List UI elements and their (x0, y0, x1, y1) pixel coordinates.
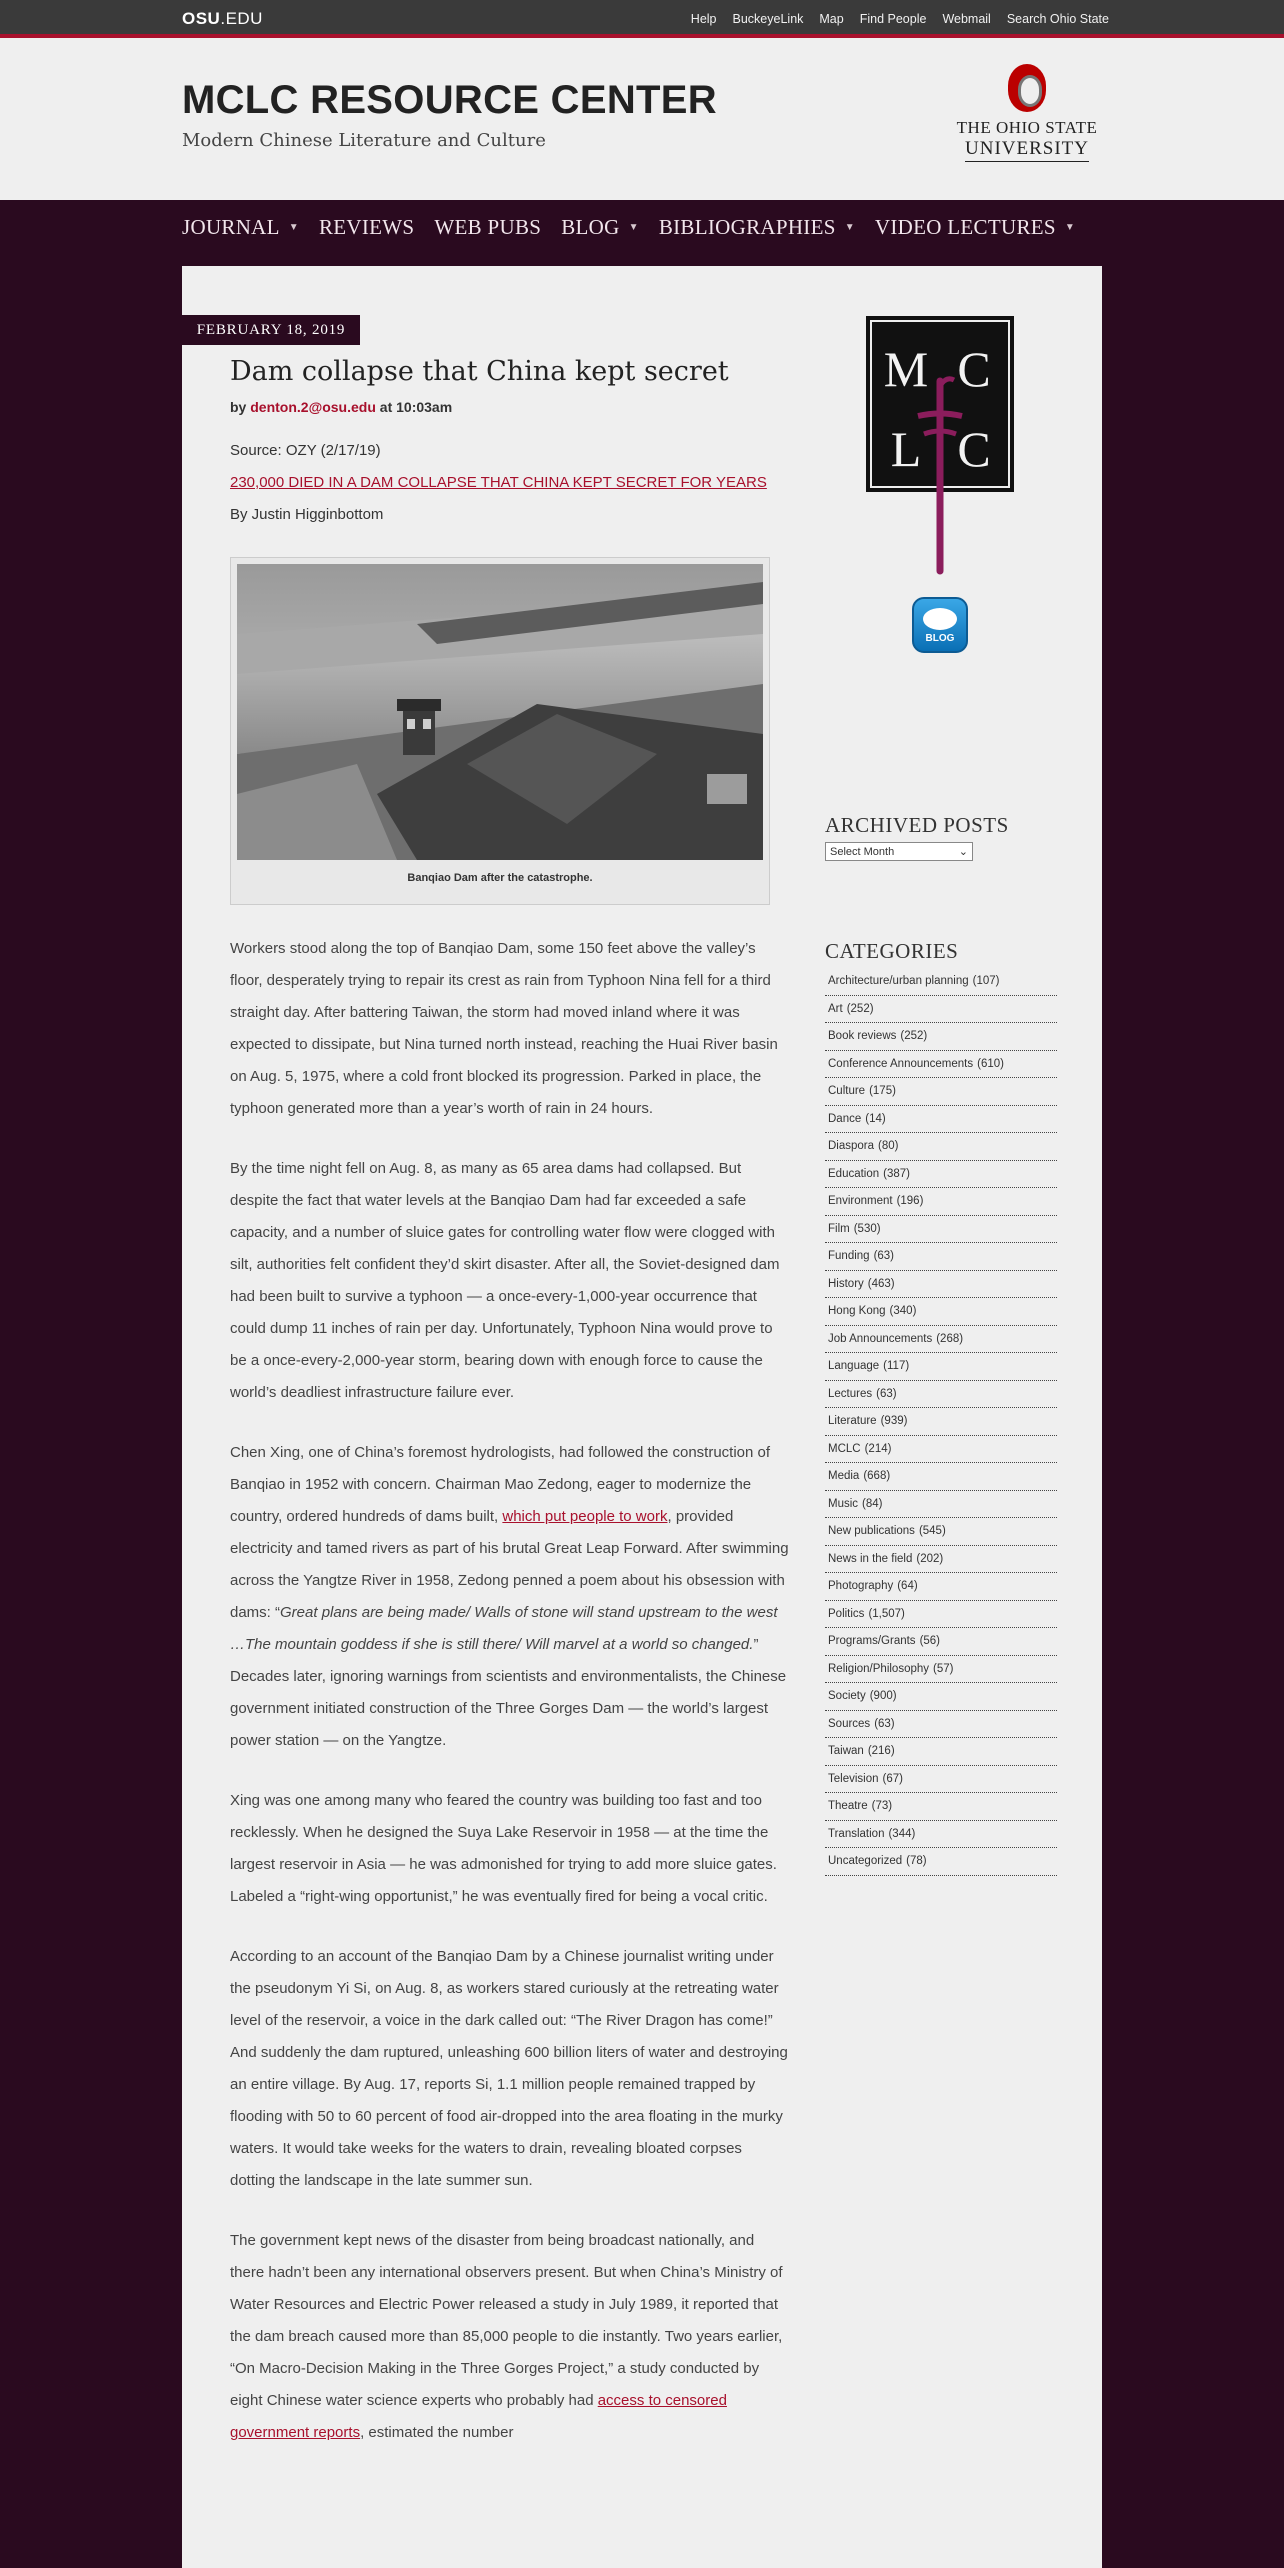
category-item[interactable] (825, 1381, 1057, 1409)
buckeyelink-link[interactable]: BuckeyeLink (732, 12, 804, 26)
figure-caption: Banqiao Dam after the catastrophe. (407, 872, 593, 884)
category-item[interactable] (825, 1271, 1057, 1299)
category-count: (63) (876, 1387, 897, 1400)
category-name[interactable]: Hong Kong (828, 1305, 886, 1317)
archived-posts-heading: ARCHIVED POSTS (825, 813, 1009, 837)
search-ohio-state-link[interactable]: Search Ohio State (1006, 12, 1109, 26)
category-count: (175) (869, 1085, 896, 1097)
source-block (230, 435, 790, 531)
category-item[interactable] (825, 1628, 1057, 1656)
category-count: (117) (883, 1360, 910, 1372)
category-count: (268) (936, 1332, 964, 1345)
category-name[interactable]: Culture (828, 1085, 866, 1097)
source-line: Source: OZY (2/17/19) (230, 442, 381, 459)
category-count: (1,507) (868, 1607, 905, 1620)
category-item[interactable] (825, 1216, 1057, 1244)
post-time: 10:03am (396, 399, 453, 415)
author-link[interactable]: denton.2@osu.edu (250, 399, 376, 415)
paragraph-6: The government kept news of the disaster from being broadcast nationally, and there hadn’t been any international observers present. But when China’s Ministry of Water Resources and Electric Power released a study in July 1989, it reported that the dam breach caused more than 85,000 people to die instantly. Two years earlier, “On Macro-Decision Making in the Three Gorges Project,” a study conducted by eight Chinese water science experts who probably had access to censored government reports, estimated the number (230, 2232, 783, 2441)
category-name[interactable]: Conference Announcements (828, 1057, 974, 1070)
category-item[interactable] (825, 1188, 1057, 1216)
category-count: (196) (896, 1195, 924, 1207)
category-name[interactable]: Lectures (828, 1387, 873, 1400)
category-item[interactable] (825, 1078, 1057, 1106)
post-figure (230, 557, 770, 905)
archived-posts-section (825, 813, 1057, 861)
category-item[interactable] (825, 1106, 1057, 1134)
mao-poem: Great plans are being made/ Walls of stone will stand upstream to the west …The mountain goddess if she is still there/ Will marvel at a world so changed. (230, 1604, 778, 1653)
post-body (230, 356, 790, 2449)
category-item[interactable] (825, 968, 1057, 996)
blog-button[interactable]: BLOG (912, 597, 968, 653)
category-name[interactable]: Dance (828, 1112, 862, 1125)
nav-journal[interactable]: JOURNAL ▼ (182, 215, 299, 239)
category-count: (202) (916, 1552, 944, 1565)
category-name[interactable]: Job Announcements (828, 1332, 933, 1345)
nav-bibliographies[interactable]: BIBLIOGRAPHIES ▼ (658, 215, 855, 239)
category-name[interactable]: Society (828, 1690, 866, 1702)
chevron-down-icon: ▼ (288, 222, 299, 233)
category-name[interactable]: Programs/Grants (828, 1635, 916, 1647)
category-name[interactable]: Theatre (828, 1800, 868, 1812)
category-name[interactable]: Funding (828, 1250, 870, 1262)
top-links (691, 12, 1109, 26)
university-wordmark-line2: UNIVERSITY (965, 138, 1089, 162)
category-name[interactable]: Book reviews (828, 1030, 897, 1042)
webmail-link[interactable]: Webmail (942, 12, 991, 26)
category-count: (939) (880, 1415, 908, 1427)
site-title[interactable]: MCLC RESOURCE CENTER (182, 78, 717, 122)
paragraph-5: According to an account of the Banqiao Dam by a Chinese journalist writing under the pseudonym Yi Si, on Aug. 8, as workers stared curiously at the retreating water level of the reservoir, a voice in the dark called out: “The River Dragon has come!” And suddenly the dam ruptured, unleashing 600 billion liters of water and destroying an entire village. By Aug. 17, reports Si, 1.1 million people remained trapped by flooding with 50 to 60 percent of food air-dropped into the area floating in the murky waters. It would take weeks for the waters to drain, revealing bloated corpses dotting the landscape in the late summer sun. (230, 1948, 788, 2189)
nav-video-lectures[interactable]: VIDEO LECTURES ▼ (874, 215, 1076, 239)
category-name[interactable]: Film (828, 1222, 850, 1235)
category-name[interactable]: Literature (828, 1415, 877, 1427)
category-item[interactable] (825, 1683, 1057, 1711)
category-name[interactable]: Sources (828, 1717, 871, 1730)
main-nav (0, 200, 1284, 262)
content-area (182, 266, 1102, 2568)
category-item[interactable] (825, 1711, 1057, 1739)
category-item[interactable] (825, 1573, 1057, 1601)
category-count: (14) (865, 1112, 886, 1125)
post-title: Dam collapse that China kept secret (230, 356, 729, 387)
category-item[interactable] (825, 1051, 1057, 1079)
category-count: (56) (919, 1635, 941, 1647)
logo-letter-m: M (883, 341, 929, 397)
category-count: (463) (867, 1277, 895, 1290)
osu-edu-link[interactable]: OSU.EDU (182, 9, 263, 28)
category-name[interactable]: Language (828, 1360, 880, 1372)
category-item[interactable] (825, 1326, 1057, 1354)
help-link[interactable]: Help (690, 12, 717, 26)
category-name[interactable]: Diaspora (828, 1140, 875, 1152)
censored-reports-link[interactable]: access to censored government reports (230, 2392, 727, 2441)
post-byline: by denton.2@osu.edu at 10:03am (230, 399, 453, 415)
category-name[interactable]: Uncategorized (828, 1855, 903, 1867)
category-count: (78) (906, 1855, 927, 1867)
category-item[interactable] (825, 1023, 1057, 1051)
category-count: (80) (878, 1140, 899, 1152)
category-item[interactable] (825, 1161, 1057, 1189)
category-count: (63) (873, 1250, 895, 1262)
category-item[interactable] (825, 1463, 1057, 1491)
category-item[interactable] (825, 1793, 1057, 1821)
category-name[interactable]: Translation (828, 1827, 885, 1840)
category-item[interactable] (825, 1243, 1057, 1271)
article-headline-link[interactable]: 230,000 DIED IN A DAM COLLAPSE THAT CHINA KEPT SECRET FOR YEARS (230, 474, 767, 491)
category-count: (64) (897, 1580, 918, 1592)
nav-web-pubs[interactable]: WEB PUBS (434, 215, 542, 239)
block-o-icon (1008, 64, 1046, 112)
find-people-link[interactable]: Find People (859, 12, 927, 26)
category-count: (340) (889, 1305, 917, 1317)
category-count: (900) (869, 1690, 897, 1702)
category-name[interactable]: Environment (828, 1195, 893, 1207)
category-item[interactable] (825, 1491, 1057, 1519)
category-count: (84) (862, 1497, 883, 1510)
category-list (825, 968, 1057, 1876)
category-item[interactable] (825, 1518, 1057, 1546)
logo-letter-c2: C (957, 421, 991, 477)
logo-letter-c1: C (957, 341, 991, 397)
category-item[interactable] (825, 1298, 1057, 1326)
category-name[interactable]: News in the field (828, 1552, 913, 1565)
category-item[interactable] (825, 1738, 1057, 1766)
category-item[interactable] (825, 1821, 1057, 1849)
ohio-state-logo[interactable] (950, 64, 1104, 162)
paragraph-2: By the time night fell on Aug. 8, as many as 65 area dams had collapsed. But despite the fact that water levels at the Banqiao Dam had far exceeded a safe capacity, and a number of sluice gates for controlling water flow were clogged with silt, authorities felt confident they’d skirt disaster. After all, the Soviet-designed dam had been built to survive a typhoon — a once-every-1,000-year occurrence that could dump 11 inches of rain per day. Unfortunately, Typhoon Nina would prove to be a once-every-2,000-year storm, bearing down with enough force to cause the world’s deadliest infrastructure failure ever. (230, 1160, 780, 1401)
category-item[interactable] (825, 1436, 1057, 1464)
sidebar (825, 316, 1057, 1876)
category-item[interactable] (825, 1601, 1057, 1629)
site-tagline: Modern Chinese Literature and Culture (182, 130, 546, 151)
category-name[interactable]: Politics (828, 1607, 865, 1620)
categories-heading: CATEGORIES (825, 939, 959, 963)
site-header (0, 38, 1284, 200)
article-author-line: By Justin Higginbottom (230, 506, 384, 523)
category-item[interactable] (825, 1353, 1057, 1381)
mclc-logo[interactable] (866, 316, 1014, 576)
category-name[interactable]: Music (828, 1497, 859, 1510)
category-name[interactable]: Architecture/urban planning (828, 975, 969, 987)
put-people-to-work-link[interactable]: which put people to work (502, 1508, 668, 1525)
category-name[interactable]: Taiwan (828, 1745, 864, 1757)
map-link[interactable]: Map (819, 12, 844, 26)
category-count: (73) (871, 1800, 893, 1812)
category-item[interactable] (825, 1766, 1057, 1794)
category-count: (214) (864, 1442, 892, 1455)
category-count: (252) (900, 1030, 928, 1042)
category-name[interactable]: New publications (828, 1525, 915, 1537)
paragraph-4: Xing was one among many who feared the country was building too fast and too recklessly. When he designed the Suya Lake Reservoir in 1958 — at the time the largest reservoir in Asia — he was admonished for trying to add more sluice gates. Labeled a “right-wing opportunist,” he was eventually fired for being a vocal critic. (230, 1792, 777, 1905)
category-count: (610) (977, 1057, 1004, 1070)
category-name[interactable]: Television (828, 1772, 879, 1785)
paragraph-3: Chen Xing, one of China’s foremost hydrologists, had followed the construction of Banqiao in 1952 with concern. Chairman Mao Zedong, eager to modernize the country, ordered hundreds of dams built, which put people to work, provided electricity and tamed rivers as part of his brutal Great Leap Forward. After swimming across the Yangtze River in 1958, Zedong penned a poem about his obsession with dams: “Great plans are being made/ Walls of stone will stand upstream to the west …The mountain goddess if she is still there/ Will marvel at a world so changed.” Decades later, ignoring warnings from scientists and environmentalists, the Chinese government initiated construction of the Three Gorges Dam — the world’s largest power station — on the Yangtze. (230, 1444, 789, 1749)
university-wordmark-line1: THE OHIO STATE (956, 118, 1098, 137)
chevron-down-icon: ▼ (1064, 222, 1076, 233)
category-item[interactable] (825, 1133, 1057, 1161)
chevron-down-icon: ▼ (844, 222, 855, 233)
category-count: (67) (882, 1772, 903, 1785)
category-item[interactable] (825, 1408, 1057, 1436)
category-name[interactable]: Media (828, 1470, 860, 1482)
category-count: (107) (972, 975, 1000, 987)
category-name[interactable]: MCLC (828, 1442, 861, 1455)
category-count: (545) (918, 1525, 946, 1537)
category-name[interactable]: History (828, 1277, 864, 1290)
osu-top-bar (0, 0, 1284, 38)
category-item[interactable] (825, 1546, 1057, 1574)
category-count: (530) (853, 1222, 881, 1235)
speech-bubble-icon (923, 608, 957, 630)
category-name[interactable]: Education (828, 1167, 880, 1180)
archive-month-select[interactable]: Select Month ⌄ (825, 842, 973, 861)
logo-letter-l: L (890, 421, 922, 477)
category-count: (63) (874, 1717, 895, 1730)
nav-blog[interactable]: BLOG ▼ (561, 215, 639, 239)
paragraph-1: Workers stood along the top of Banqiao Dam, some 150 feet above the valley’s floor, desperately trying to repair its crest as rain from Typhoon Nina fell for a third straight day. After battering Taiwan, the storm had moved inland where it was expected to dissipate, but Nina turned north instead, reaching the Huai River basin on Aug. 5, 1975, where a cold front blocked its progression. Parked in place, the typhoon generated more than a year’s worth of rain in 24 hours. (230, 940, 778, 1117)
category-name[interactable]: Photography (828, 1580, 894, 1592)
category-count: (344) (888, 1827, 916, 1840)
category-count: (252) (846, 1002, 874, 1015)
nav-reviews[interactable]: REVIEWS (318, 215, 415, 239)
category-count: (216) (867, 1745, 895, 1757)
category-item[interactable] (825, 1848, 1057, 1876)
category-count: (668) (863, 1470, 891, 1482)
category-name[interactable]: Art (828, 1002, 843, 1015)
categories-section (825, 939, 1057, 1876)
category-item[interactable] (825, 996, 1057, 1024)
chevron-down-icon: ⌄ (958, 846, 968, 858)
category-name[interactable]: Religion/Philosophy (828, 1662, 930, 1675)
banqiao-dam-photo[interactable] (237, 564, 763, 860)
post-date-badge: FEBRUARY 18, 2019 (182, 315, 360, 345)
category-count: (387) (883, 1167, 911, 1180)
chevron-down-icon: ▼ (628, 222, 639, 233)
category-count: (57) (933, 1662, 954, 1675)
category-item[interactable] (825, 1656, 1057, 1684)
